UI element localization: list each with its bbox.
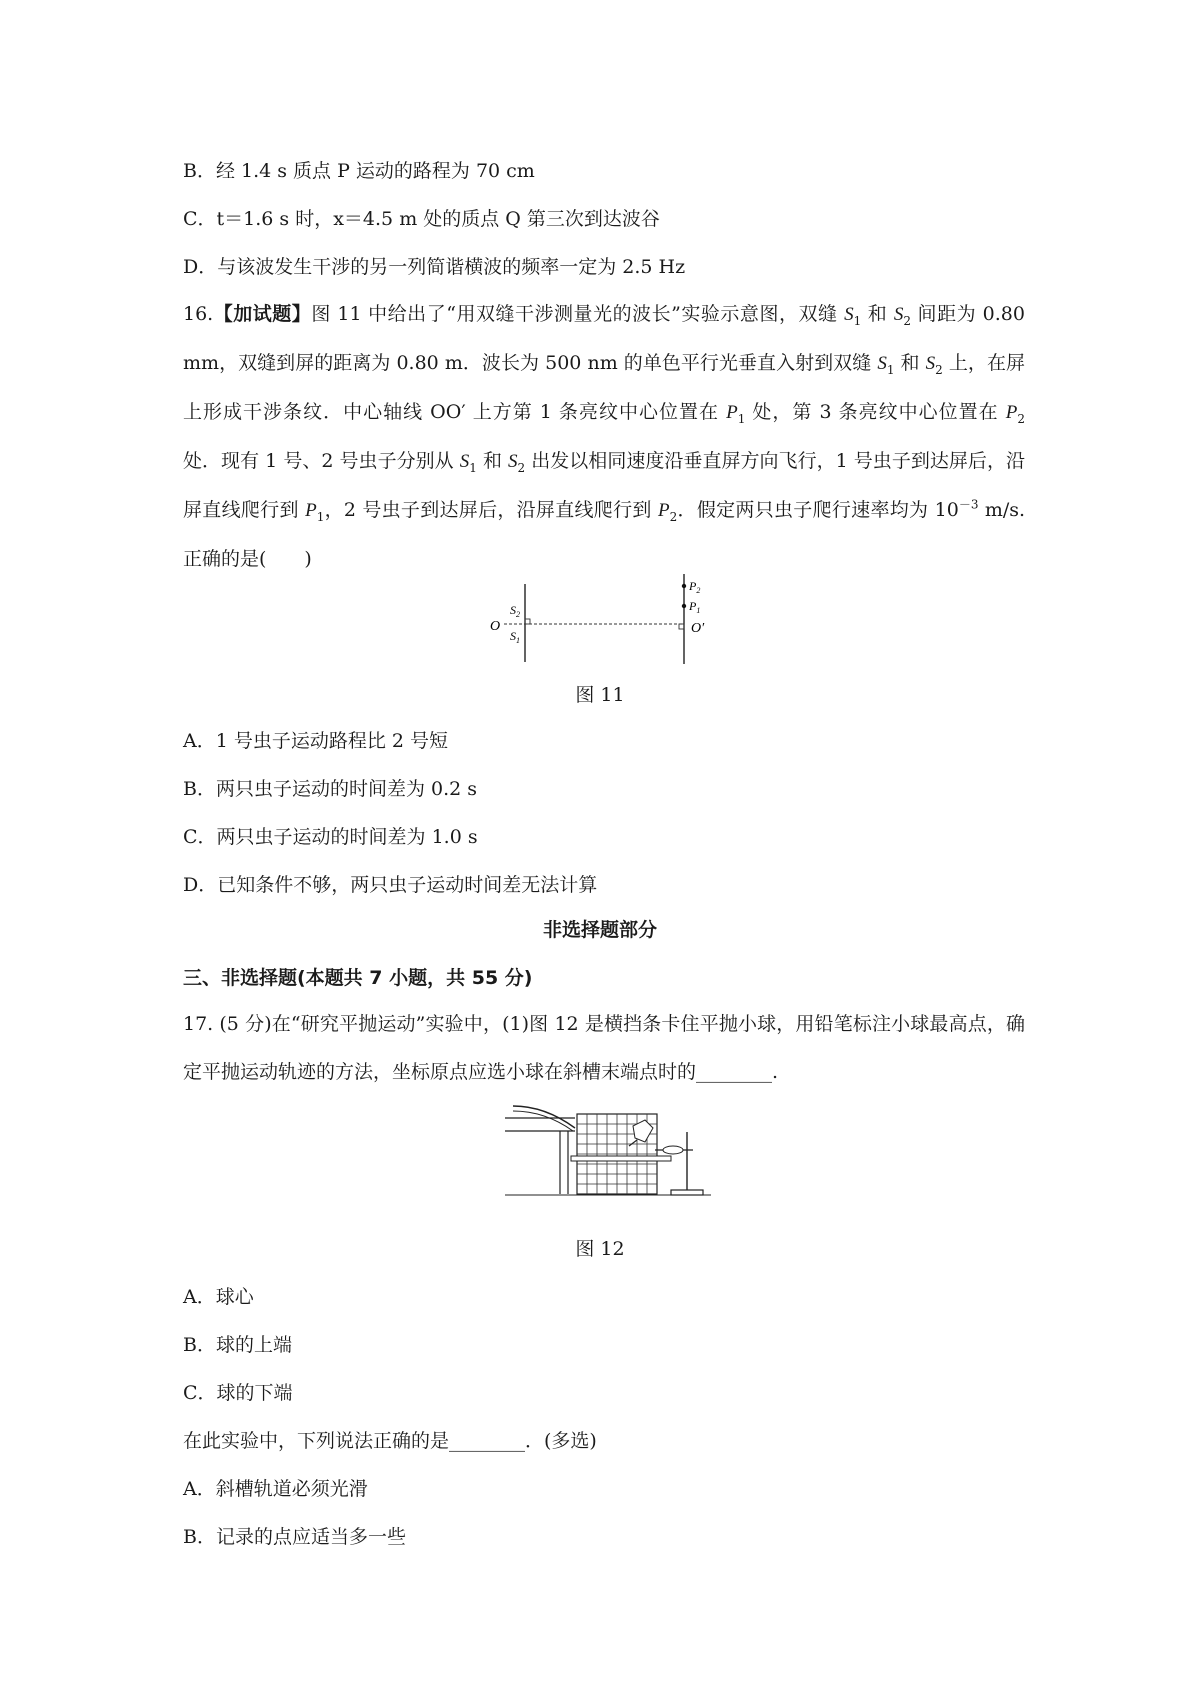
part-3-heading: 三、非选择题(本题共 7 小题，共 55 分) xyxy=(183,967,533,989)
q15-option-b: B．经 1.4 s 质点 P 运动的路程为 70 cm xyxy=(183,160,535,182)
q16-sub: 2 xyxy=(903,313,911,328)
q16-sub: 2 xyxy=(669,509,678,524)
screen-mark xyxy=(679,624,684,629)
q15-option-d: D．与该波发生干涉的另一列简谐横波的频率一定为 2.5 Hz xyxy=(183,256,686,278)
q17-option-a: A．球心 xyxy=(183,1286,254,1308)
figure-12-caption: 图 12 xyxy=(575,1238,625,1260)
q16-sub: 2 xyxy=(935,362,943,377)
q17-sub-question: 在此实验中，下列说法正确的是________．(多选) xyxy=(183,1430,597,1452)
q16-text: 和 xyxy=(476,450,509,472)
q16-text: ，2 号虫子到达屏后，沿屏直线爬行到 xyxy=(324,499,659,521)
q16-var: S xyxy=(459,451,470,472)
q16-var: S xyxy=(508,451,518,472)
label-o: O xyxy=(490,619,501,634)
label-p2: $P_2$ xyxy=(689,579,701,595)
q16-text: 出发以相同速度沿垂直屏方向飞行，1 号虫子到达屏后，沿屏直线爬行到 xyxy=(183,450,1025,521)
q16-number: 16. xyxy=(183,303,214,325)
q16-text: ．假定两只虫子爬行速率均为 10 xyxy=(677,499,959,521)
q17-stem: 17. (5 分)在“研究平抛运动”实验中，(1)图 12 是横挡条卡住平抛小球，用铅笔标注小球最高点，确定平抛运动轨迹的方法，坐标原点应选小球在斜槽末端点时的________. xyxy=(183,1013,1025,1083)
q16-var: P xyxy=(1005,402,1018,423)
q16-option-d: D．已知条件不够，两只虫子运动时间差无法计算 xyxy=(183,874,598,896)
q16-text: 上，在屏上形成干涉条纹．中心轴线 OO′ 上方第 1 条亮纹中心位置在 xyxy=(183,352,1025,423)
q16-stem xyxy=(183,290,1025,583)
q16-sub: 2 xyxy=(517,460,526,475)
figure-11-caption: 图 11 xyxy=(575,684,625,706)
q16-option-a: A．1 号虫子运动路程比 2 号短 xyxy=(183,730,449,752)
q16-var: P xyxy=(726,402,738,423)
q17-sub-option-a: A．斜槽轨道必须光滑 xyxy=(183,1478,368,1500)
q16-text: 和 xyxy=(894,352,926,374)
q16-var: S xyxy=(877,353,887,374)
q16-option-c: C．两只虫子运动的时间差为 1.0 s xyxy=(183,826,478,848)
q16-sub: 1 xyxy=(316,509,325,524)
q16-text: 间距为 0.80 mm，双缝到屏的距离为 0.80 m．波长为 500 nm 的单色平行光垂直入射到双缝 xyxy=(183,303,1025,374)
section-title: 非选择题部分 xyxy=(542,919,657,941)
q16-sub: 1 xyxy=(737,411,746,426)
point-p1 xyxy=(682,604,686,608)
q16-sub: 1 xyxy=(853,313,862,328)
q16-sub: 1 xyxy=(886,362,895,377)
q17-option-b: B．球的上端 xyxy=(183,1334,292,1356)
q16-sub: 2 xyxy=(1017,411,1025,426)
label-s1: $S_1$ xyxy=(510,629,520,645)
q16-text: 处．现有 1 号、2 号虫子分别从 xyxy=(183,450,460,472)
q17-option-c: C．球的下端 xyxy=(183,1382,293,1404)
q16-var: P xyxy=(658,500,670,521)
q16-text: m/s.正确的是( ) xyxy=(183,499,1026,570)
q16-sup: －3 xyxy=(958,497,979,512)
q16-text: 处，第 3 条亮纹中心位置在 xyxy=(745,401,1006,423)
q15-option-c: C．t＝1.6 s 时，x＝4.5 m 处的质点 Q 第三次到达波谷 xyxy=(183,208,660,230)
slit-mark xyxy=(525,619,530,624)
label-o-prime: O′ xyxy=(691,621,705,636)
label-p1: $P_1$ xyxy=(689,599,701,615)
q16-text: 图 11 中给出了“用双缝干涉测量光的波长”实验示意图，双缝 xyxy=(311,303,845,325)
q16-var: P xyxy=(305,500,317,521)
q16-sub: 1 xyxy=(469,460,477,475)
q16-text: 和 xyxy=(861,303,894,325)
q16-tag: 【加试题】 xyxy=(213,303,312,325)
figure-11-double-slit xyxy=(490,572,720,664)
q16-option-b: B．两只虫子运动的时间差为 0.2 s xyxy=(183,778,478,800)
q16-var: S xyxy=(844,304,854,325)
q16-var: S xyxy=(925,353,936,374)
point-p2 xyxy=(682,584,686,588)
q17-sub-option-b: B．记录的点应适当多一些 xyxy=(183,1526,406,1548)
figure-12-apparatus xyxy=(505,1098,711,1198)
label-s2: $S_2$ xyxy=(510,603,520,619)
q16-var: S xyxy=(893,304,904,325)
